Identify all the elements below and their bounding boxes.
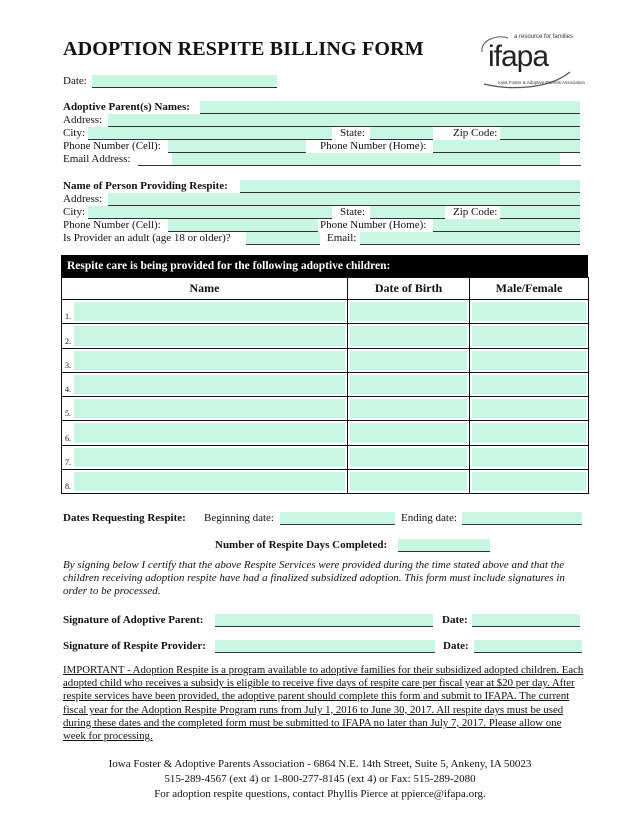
beginning-date-label: Beginning date: xyxy=(204,512,274,524)
important-notice: IMPORTANT - Adoption Respite is a program available to adoptive families for their subsidized adopted children. Each adopted child who receives a subsidy is eligible to receive five days of respite care per fiscal year at $20 per day. After respite services have been provided, the adoptive parent should complete this form and submit to IFAPA. The current fiscal year for the Adoption Respite Program runs from July 1, 2016 to June 30, 2017. All respite days must be used during these dates and the completed form must be submitted to IFAPA no later than July 7, 2017. Please allow one week for processing. xyxy=(63,664,584,743)
child-gender-cell[interactable] xyxy=(470,372,589,396)
provider-adult-label: Is Provider an adult (age 18 or older)? xyxy=(63,232,231,244)
provider-email-label: Email: xyxy=(327,232,357,244)
provider-adult-field[interactable] xyxy=(246,232,320,245)
provider-email-field[interactable] xyxy=(360,232,580,245)
parent-signature-date-label: Date: xyxy=(442,614,468,626)
respite-provider-signature-field[interactable] xyxy=(215,640,435,653)
column-header-gender: Male/Female xyxy=(470,278,589,300)
table-row xyxy=(62,348,589,372)
table-row xyxy=(62,397,589,421)
provider-cell-field[interactable] xyxy=(168,219,318,232)
child-gender-cell[interactable] xyxy=(470,421,589,445)
parent-zip-field[interactable] xyxy=(500,127,580,140)
parent-email-label: Email Address: xyxy=(63,153,131,165)
child-name-cell[interactable] xyxy=(62,324,348,348)
child-gender-cell[interactable] xyxy=(470,470,589,494)
child-name-cell[interactable] xyxy=(62,397,348,421)
child-dob-cell[interactable] xyxy=(348,372,470,396)
parent-state-field[interactable] xyxy=(370,127,433,140)
logo-name: ifapa xyxy=(488,40,549,73)
child-name-cell[interactable] xyxy=(62,372,348,396)
child-dob-cell[interactable] xyxy=(348,421,470,445)
table-row xyxy=(62,300,589,324)
date-label: Date: xyxy=(63,75,87,87)
parent-cell-label: Phone Number (Cell): xyxy=(63,140,161,152)
row-number: 4. xyxy=(65,385,71,395)
parent-signature-date-field[interactable] xyxy=(472,614,580,627)
provider-cell-label: Phone Number (Cell): xyxy=(63,219,161,231)
child-dob-cell[interactable] xyxy=(348,445,470,469)
provider-home-field[interactable] xyxy=(433,219,580,232)
provider-state-label: State: xyxy=(340,206,366,218)
adoptive-parent-signature-field[interactable] xyxy=(215,614,433,627)
parent-home-label: Phone Number (Home): xyxy=(320,140,427,152)
provider-city-label: City: xyxy=(63,206,86,218)
child-gender-cell[interactable] xyxy=(470,348,589,372)
provider-zip-field[interactable] xyxy=(500,206,580,219)
child-dob-cell[interactable] xyxy=(348,470,470,494)
provider-name-field[interactable] xyxy=(240,180,580,193)
provider-address-label: Address: xyxy=(63,193,103,205)
footer-phones: 515-289-4567 (ext 4) or 1-800-277-8145 (ext 4) or Fax: 515-289-2080 xyxy=(164,773,476,785)
row-number: 8. xyxy=(65,482,71,492)
ending-date-label: Ending date: xyxy=(401,512,457,524)
parent-city-label: City: xyxy=(63,127,86,139)
column-header-dob: Date of Birth xyxy=(348,278,470,300)
logo-tagline: a resource for families xyxy=(514,34,574,40)
row-number: 6. xyxy=(65,433,71,443)
parent-state-label: State: xyxy=(340,127,366,139)
children-header-bar: Respite care is being provided for the following adoptive children: xyxy=(61,255,588,277)
child-gender-cell[interactable] xyxy=(470,324,589,348)
parent-zip-label: Zip Code: xyxy=(453,127,498,139)
row-number: 2. xyxy=(65,336,71,346)
form-title: ADOPTION RESPITE BILLING FORM xyxy=(63,38,424,60)
child-dob-cell[interactable] xyxy=(348,397,470,421)
parent-home-field[interactable] xyxy=(433,140,580,153)
provider-address-field[interactable] xyxy=(108,193,580,206)
child-gender-cell[interactable] xyxy=(470,445,589,469)
respite-days-field[interactable] xyxy=(398,539,490,552)
child-name-cell[interactable] xyxy=(62,470,348,494)
row-number: 7. xyxy=(65,458,71,468)
dates-requesting-label: Dates Requesting Respite: xyxy=(63,512,186,524)
certification-text: By signing below I certify that the above Respite Services were provided during the time stated above and that the children receiving adoption respite have had a finalized subsidized adoption. This form must include signatures in order to be processed. xyxy=(63,559,565,597)
provider-signature-date-label: Date: xyxy=(443,640,469,652)
footer-contact: For adoption respite questions, contact Phyllis Pierce at ppierce@ifapa.org. xyxy=(154,788,486,800)
parent-email-field[interactable] xyxy=(172,153,560,166)
provider-city-field[interactable] xyxy=(88,206,332,219)
table-row xyxy=(62,324,589,348)
date-field[interactable] xyxy=(92,75,277,88)
children-table xyxy=(61,277,589,494)
provider-name-label: Name of Person Providing Respite: xyxy=(63,180,228,192)
child-dob-cell[interactable] xyxy=(348,300,470,324)
child-dob-cell[interactable] xyxy=(348,348,470,372)
child-dob-cell[interactable] xyxy=(348,324,470,348)
respite-days-label: Number of Respite Days Completed: xyxy=(215,539,388,551)
logo-subtitle: Iowa Foster & Adoptive Parents Association xyxy=(498,80,586,85)
provider-signature-date-field[interactable] xyxy=(474,640,582,653)
adoptive-parent-names-label: Adoptive Parent(s) Names: xyxy=(63,101,190,113)
row-number: 1. xyxy=(65,312,71,322)
parent-city-field[interactable] xyxy=(88,127,332,140)
parent-cell-field[interactable] xyxy=(168,140,306,153)
table-row xyxy=(62,445,589,469)
ifapa-logo xyxy=(478,32,586,92)
child-name-cell[interactable] xyxy=(62,421,348,445)
adoptive-parent-names-field[interactable] xyxy=(200,101,580,114)
parent-address-field[interactable] xyxy=(108,114,580,127)
table-row xyxy=(62,372,589,396)
child-name-cell[interactable] xyxy=(62,300,348,324)
parent-address-label: Address: xyxy=(63,114,103,126)
child-name-cell[interactable] xyxy=(62,445,348,469)
provider-zip-label: Zip Code: xyxy=(453,206,498,218)
row-number: 5. xyxy=(65,409,71,419)
row-number: 3. xyxy=(65,360,71,370)
provider-state-field[interactable] xyxy=(370,206,445,219)
table-row xyxy=(62,470,589,494)
footer-address: Iowa Foster & Adoptive Parents Association - 6864 N.E. 14th Street, Suite 5, Ankeny, IA 50023 xyxy=(108,758,532,770)
column-header-name: Name xyxy=(62,278,348,300)
adoptive-parent-signature-label: Signature of Adoptive Parent: xyxy=(63,614,204,626)
beginning-date-field[interactable] xyxy=(280,512,395,525)
ending-date-field[interactable] xyxy=(462,512,582,525)
child-gender-cell[interactable] xyxy=(470,300,589,324)
provider-home-label: Phone Number (Home): xyxy=(320,219,427,231)
table-row xyxy=(62,421,589,445)
respite-provider-signature-label: Signature of Respite Provider: xyxy=(63,640,206,652)
child-name-cell[interactable] xyxy=(62,348,348,372)
child-gender-cell[interactable] xyxy=(470,397,589,421)
